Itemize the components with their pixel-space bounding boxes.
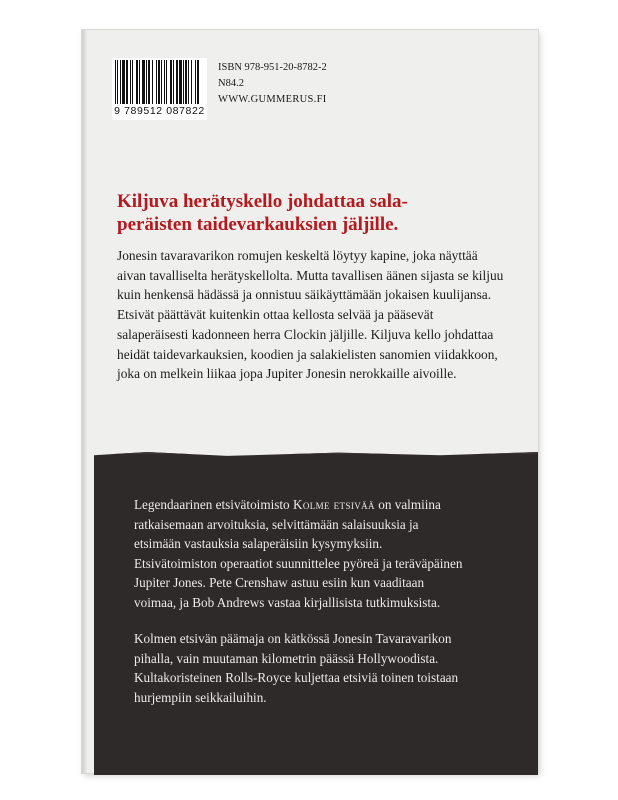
isbn-info (218, 60, 327, 108)
headline-line-2: peräisten taidevarkauksien jäljille. (117, 214, 399, 235)
barcode-digits: 9 789512 087822 (114, 105, 205, 117)
p1-rest: on valmiina ratkaisemaan arvoituksia, selvittämään salaisuuksia ja etsimään vastauksia salaperäisiin kysymyksiin. Etsivätoimiston operaatiot suunnittelee pyöreä ja teräväpäinen Jupiter Jones. Pete Crenshaw astuu esiin kun vaaditaan voimaa, ja Bob Andrews vastaa kirjallisista tutkimuksista. (134, 497, 463, 610)
barcode-gap (199, 60, 201, 104)
series-paragraph-1 (134, 495, 464, 612)
barcode (112, 58, 207, 120)
barcode-bars (115, 60, 204, 104)
blurb-paragraph: Jonesin tavaravarikon romujen keskeltä löytyy kapine, joka näyttää aivan tavalliselta herätyskellolta. Mutta tavallisen äänen sijasta se kiljuu kuin henkensä hädässä ja onnistuu säikäyttämään jokaisen kuulijansa. Etsivät päättävät kuitenkin ottaa kellosta selvää ja pääsevät salaperäisesti kadonneen herra Clockin jäljille. Kiljuva kello johdattaa heidät taidevarkauksien, koodien ja salakielisten sanomien viidakkoon, joka on melkein liikaa jopa Jupiter Jonesin nerokkaille aivoille. (117, 248, 504, 382)
series-description (134, 495, 464, 724)
headline (117, 190, 497, 236)
agency-name: Kolme etsivää (292, 497, 375, 512)
isbn-number: ISBN 978-951-20-8782-2 (218, 62, 327, 73)
p1-intro: Legendaarinen etsivätoimisto (134, 497, 293, 512)
story-blurb (117, 246, 507, 384)
series-paragraph-2: Kolmen etsivän päämaja on kätkössä Jonesin Tavaravarikon pihalla, vain muutaman kilometrin päässä Hollywoodista. Kultakoristeinen Rolls-Royce kuljettaa etsiviä toinen toistaan hurjempiin seikkailuihin. (134, 631, 459, 705)
classification-code: N84.2 (218, 78, 244, 89)
publisher-website: WWW.GUMMERUS.FI (218, 94, 327, 105)
headline-line-1: Kiljuva herätyskello johdattaa sala- (117, 191, 408, 212)
cover-edge (82, 30, 87, 773)
